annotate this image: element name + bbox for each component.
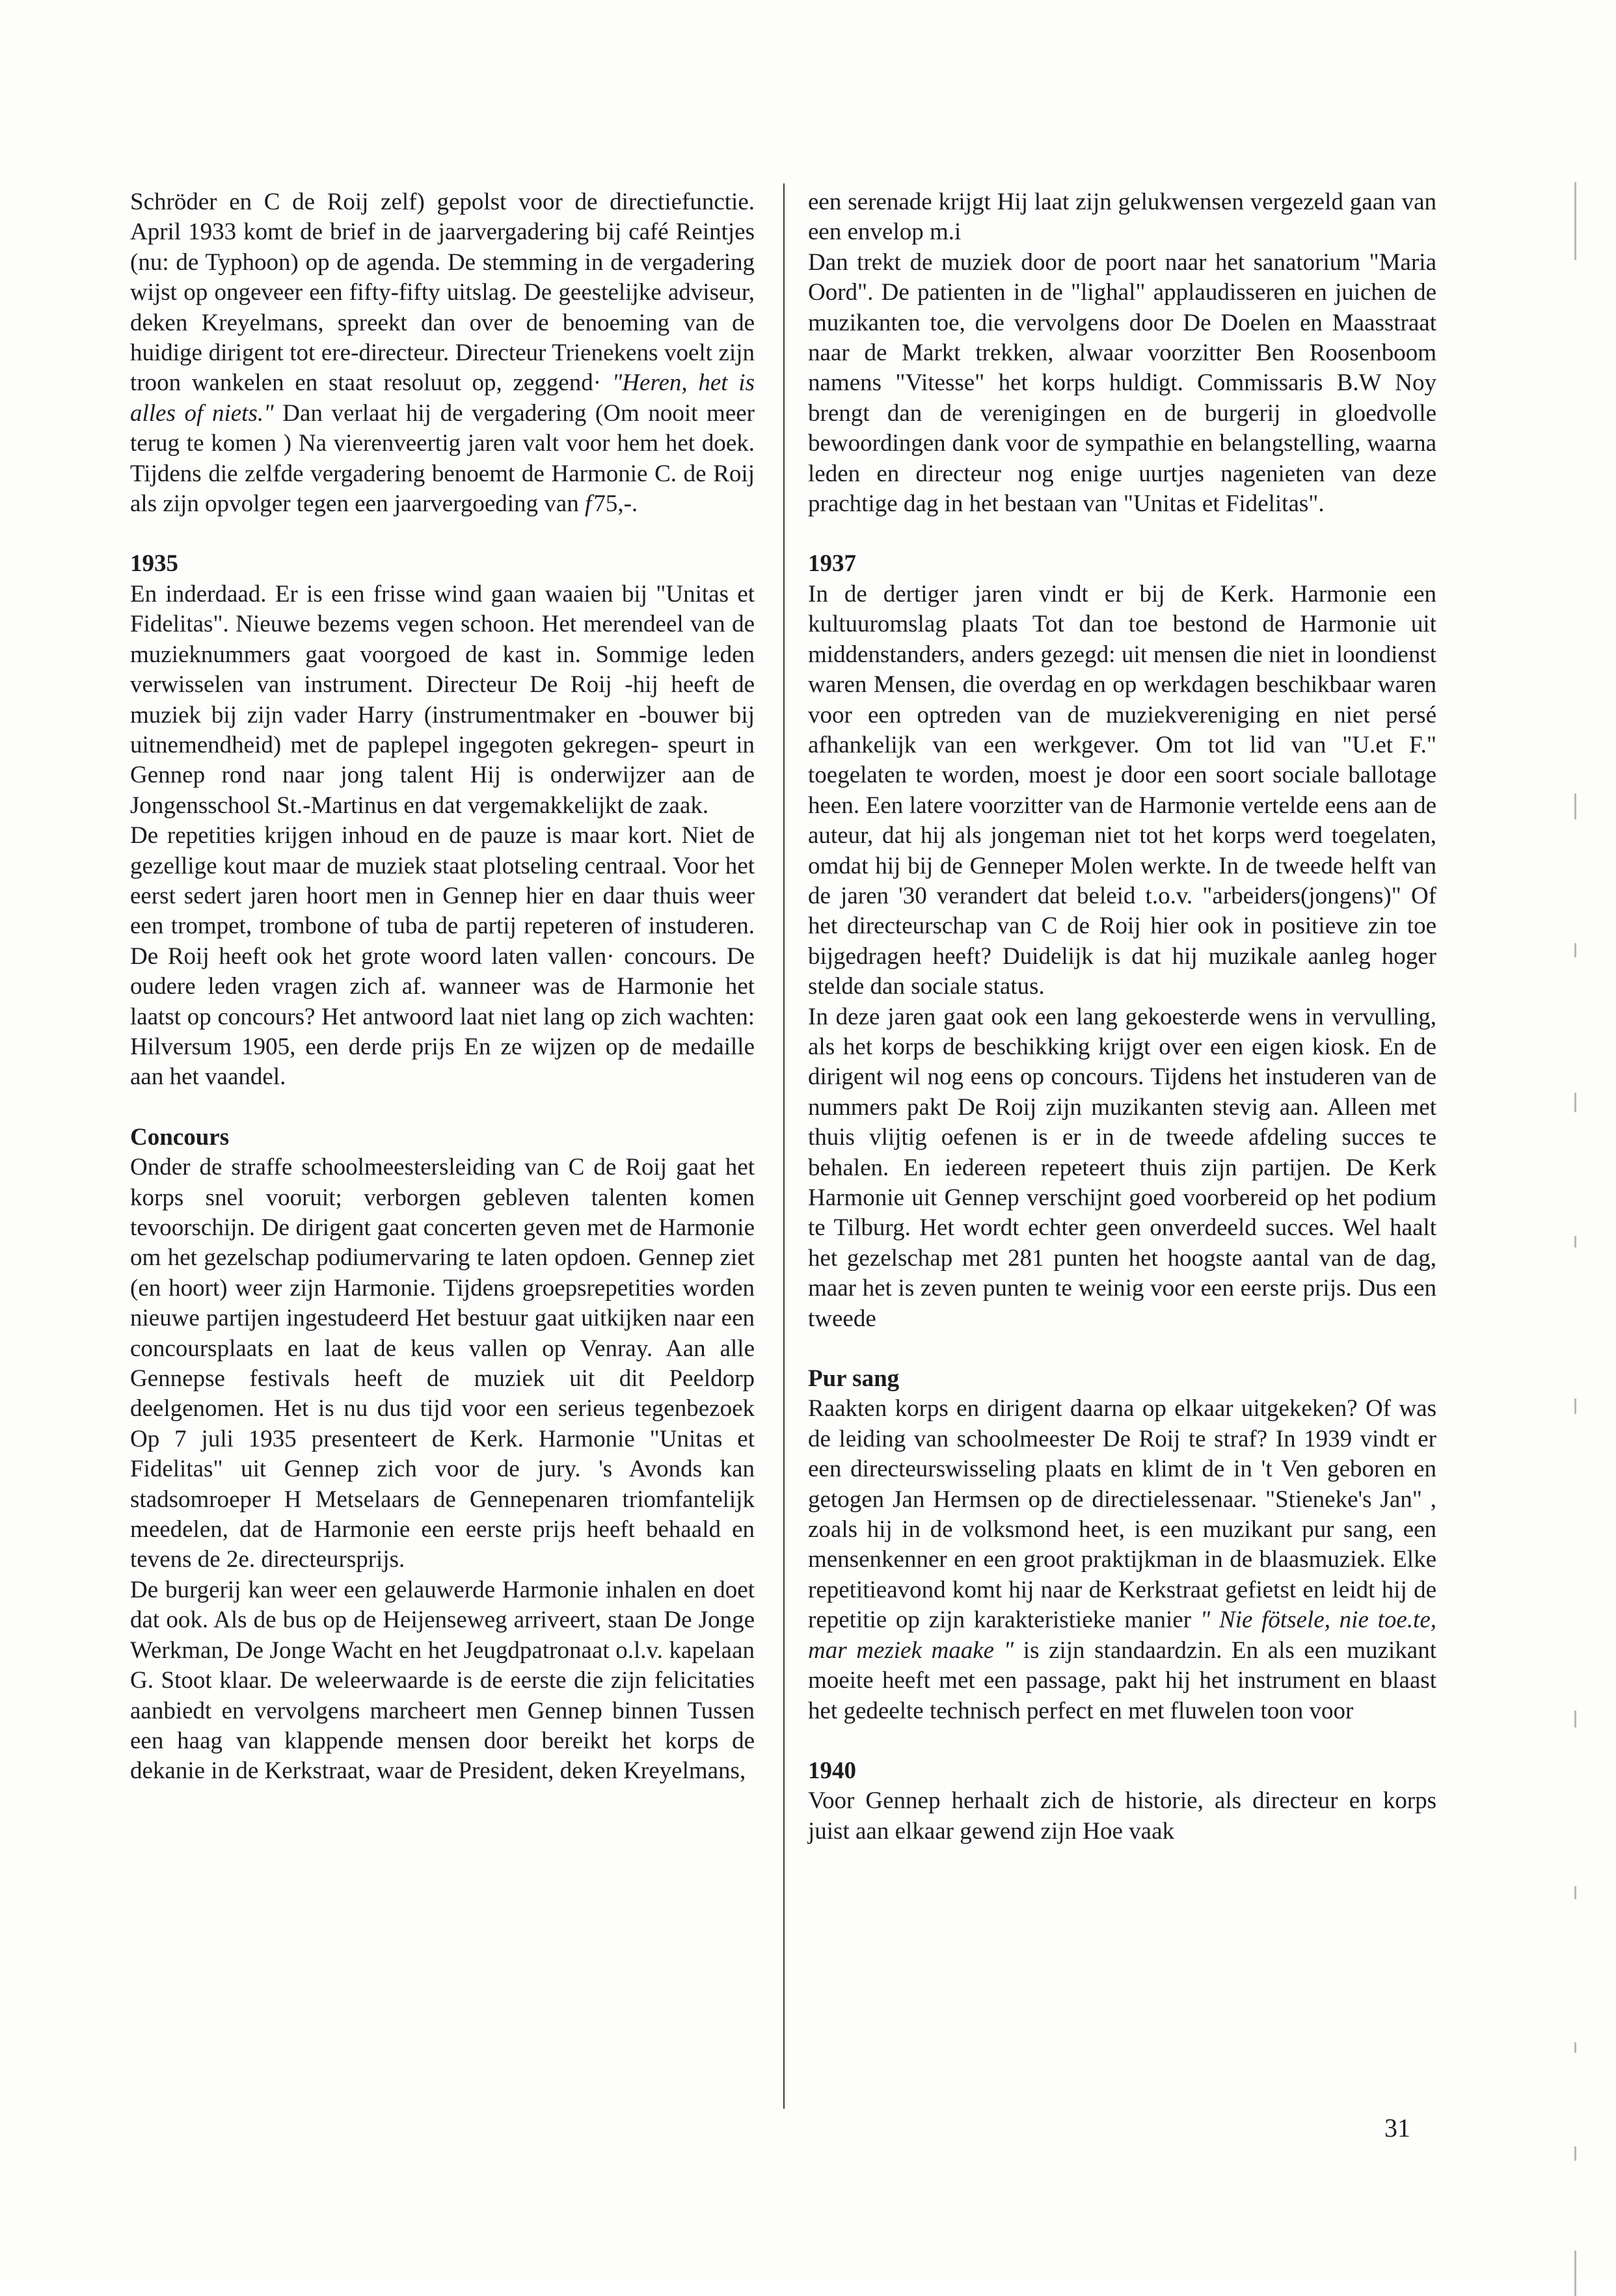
paragraph: een serenade krijgt Hij laat zijn gelukwensen vergezeld gaan van een envelop m.i <box>808 189 1436 246</box>
spacer <box>808 1726 1436 1756</box>
paragraph: Onder de straffe schoolmeestersleiding van C de Roij gaat het korps snel vooruit; verborgen gebleven talenten komen tevoorschijn. De dirigent gaat concerten geven met de Harmonie om het gezelschap podiumervaring te laten opdoen. Gennep ziet (en hoort) weer zijn Harmonie. Tijdens groepsrepetities worden nieuwe partijen ingestudeerd Het bestuur gaat uitkijken naar een concoursplaats en laat de keus vallen op Venray. Aan alle Gennepse festivals heeft de muziek uit dit Peeldorp deelgenomen. Het is nu dus tijd voor een serieus tegenbezoek Op 7 juli 1935 presenteert de Kerk. Harmonie "Unitas et Fidelitas" uit Gennep zich voor de jury. 's Avonds kan stadsomroeper H Metselaars de Gennepenaren triomfantelijk meedelen, dat de Harmonie een eerste prijs heeft behaald en tevens de 2e. directeursprijs. <box>130 1154 755 1573</box>
section-heading-pur-sang: Pur sang <box>808 1365 900 1393</box>
right-text-column <box>808 187 1436 1847</box>
paragraph: In deze jaren gaat ook een lang gekoesterde wens in vervulling, als het korps de beschikking krijgt over een eigen kiosk. En de dirigent wil nog eens op concours. Tijdens het instuderen van de nummers pakt De Roij zijn muzikanten stevig aan. Alleen met thuis vlijtig oefenen is er in de tweede afdeling succes te behalen. En iedereen repeteert thuis zijn partijen. De Kerk Harmonie uit Gennep verschijnt goed voorbereid op het podium te Tilburg. Het wordt echter geen onverdeeld succes. Wel haalt het gezelschap met 281 punten het hoogste aantal van de dag, maar het is zeven punten te weinig voor een eerste prijs. Dus een tweede <box>808 1003 1436 1332</box>
paragraph: Voor Gennep herhaalt zich de historie, als directeur en korps juist aan elkaar gewend zijn Hoe vaak <box>808 1787 1436 1845</box>
column-divider <box>783 183 785 2109</box>
scan-edge-marks <box>1574 169 1587 2250</box>
paragraph-text: Schröder en C de Roij zelf) gepolst voor de directiefunctie. April 1933 komt de brief in de jaarvergadering bij café Reintjes (nu: de Typhoon) op de agenda. De stemming in de vergadering wijst op ongeveer een fifty-fifty uitslag. De geestelijke adviseur, deken Kreyelmans, spreekt dan over de benoeming van de huidige dirigent tot ere-directeur. Directeur Trienekens voelt zijn troon wankelen en staat resoluut op, zeggend· <box>130 189 755 397</box>
paragraph: In de dertiger jaren vindt er bij de Kerk. Harmonie een kultuuromslag plaats Tot dan toe bestond de Harmonie uit middenstanders, anders gezegd: uit mensen die niet in loondienst waren Mensen, die overdag en op werkdagen beschikbaar waren voor een optreden van de muziekvereniging en niet persé afhankelijk van een werkgever. Om tot lid van "U.et F." toegelaten te worden, moest je door een soort sociale ballotage heen. Een latere voorzitter van de Harmonie vertelde eens aan de auteur, dat hij als jongeman niet tot het korps werd toegelaten, omdat hij bij de Genneper Molen werkte. In de tweede helft van de jaren '30 verandert dat beleid t.o.v. "arbeiders(jongens)" Of het directeurschap van C de Roij hier ook in positieve zin toe bijgedragen heeft? Duidelijk is dat hij muzikale aanleg hoger stelde dan sociale status. <box>808 580 1436 1000</box>
paragraph: De repetities krijgen inhoud en de pauze is maar kort. Niet de gezellige kout maar de muziek staat plotseling centraal. Voor het eerst sedert jaren hoort men in Gennep hier en daar thuis weer een trompet, trombone of tuba de partij repeteren of instuderen. De Roij heeft ook het grote woord laten vallen· concours. De oudere leden vragen zich af. wanneer was de Harmonie het laatst op concours? Het antwoord laat niet lang op zich wachten: Hilversum 1905, een derde prijs En ze wijzen op de medaille aan het vaandel. <box>130 822 755 1091</box>
paragraph: Dan trekt de muziek door de poort naar het sanatorium "Maria Oord". De patienten in de "lighal" applaudisseren en juichen de muzikanten toe, die vervolgens door De Doelen en Maasstraat naar de Markt trekken, alwaar voorzitter Ben Roosenboom namens "Vitesse" het korps huldigt. Commissaris B.W Noy brengt dan de verenigingen en de burgerij in gloedvolle bewoordingen dank voor de sympathie en belangstelling, waarna leden en directeur nog enige uurtjes nagenieten van deze prachtige dag in het bestaan van "Unitas et Fidelitas". <box>808 248 1436 518</box>
paragraph <box>130 187 755 519</box>
left-text-column <box>130 187 755 1787</box>
section-heading-1937: 1937 <box>808 550 856 578</box>
section-heading-1935: 1935 <box>130 550 178 578</box>
paragraph: De burgerij kan weer een gelauwerde Harmonie inhalen en doet dat ook. Als de bus op de Heijenseweg arriveert, staan De Jonge Werkman, De Jonge Wacht en het Jeugdpatronaat o.l.v. kapelaan G. Stoot klaar. De weleerwaarde is de eerste die zijn felicitaties aanbiedt en vervolgens marcheert men Gennep binnen Tussen een haag van klappende mensen door bereikt het korps de dekanie in de Kerkstraat, waar de President, deken Kreyelmans, <box>130 1576 755 1785</box>
paragraph-text: Dan verlaat hij de vergadering (Om nooit meer terug te komen ) Na vierenveertig jaren valt voor hem het doek. Tijdens die zelfde vergadering benoemt de Harmonie C. de Roij als zijn opvolger tegen een jaarvergoeding van <box>130 399 755 518</box>
paragraph <box>808 1394 1436 1726</box>
spacer <box>130 519 755 549</box>
spacer <box>808 519 1436 549</box>
quote-heren: "Heren, het is alles of niets." <box>130 369 755 427</box>
section-heading-1940: 1940 <box>808 1757 856 1784</box>
spacer <box>808 1334 1436 1364</box>
page-number: 31 <box>1384 2113 1410 2142</box>
paragraph-text: Raakten korps en dirigent daarna op elkaar uitgekeken? Of was de leiding van schoolmeester De Roij te straf? In 1939 vindt er een directeurswisseling plaats en klimt de in 't Ven geboren en getogen Jan Hermsen op de directielessenaar. "Stieneke's Jan" , zoals hij in de volksmond heet, is een muzikant pur sang, een mensenkenner en een groot praktijkman in de blaasmuziek. Elke repetitieavond komt hij naar de Kerkstraat gefietst en leidt hij de repetitie op zijn karakteristieke manier <box>808 1395 1436 1634</box>
quote-standaardzin: " Nie fötsele, nie toe.te, mar meziek maake " <box>808 1607 1437 1664</box>
spacer <box>130 1093 755 1123</box>
paragraph-text: is zijn standaardzin. En als een muzikant moeite heeft met een passage, pakt hij het instrument en blaast het gedeelte technisch perfect en met fluwelen toon voor <box>808 1636 1436 1724</box>
section-heading-concours: Concours <box>130 1123 230 1151</box>
paragraph: En inderdaad. Er is een frisse wind gaan waaien bij "Unitas et Fidelitas". Nieuwe bezems vegen schoon. Het merendeel van de muzieknummers gaat voorgoed de kast in. Sommige leden verwisselen van instrument. Directeur De Roij -hij heeft de muziek bij zijn vader Harry (instrumentmaker en -bouwer bij uitnemendheid) met de paplepel ingegoten gekregen- speurt in Gennep rond naar jong talent Hij is onderwijzer aan de Jongensschool St.-Martinus en dat vergemakkelijkt de zaak. <box>130 580 755 819</box>
amount: 75,-. <box>593 490 638 518</box>
florin-sign: f <box>584 490 592 518</box>
